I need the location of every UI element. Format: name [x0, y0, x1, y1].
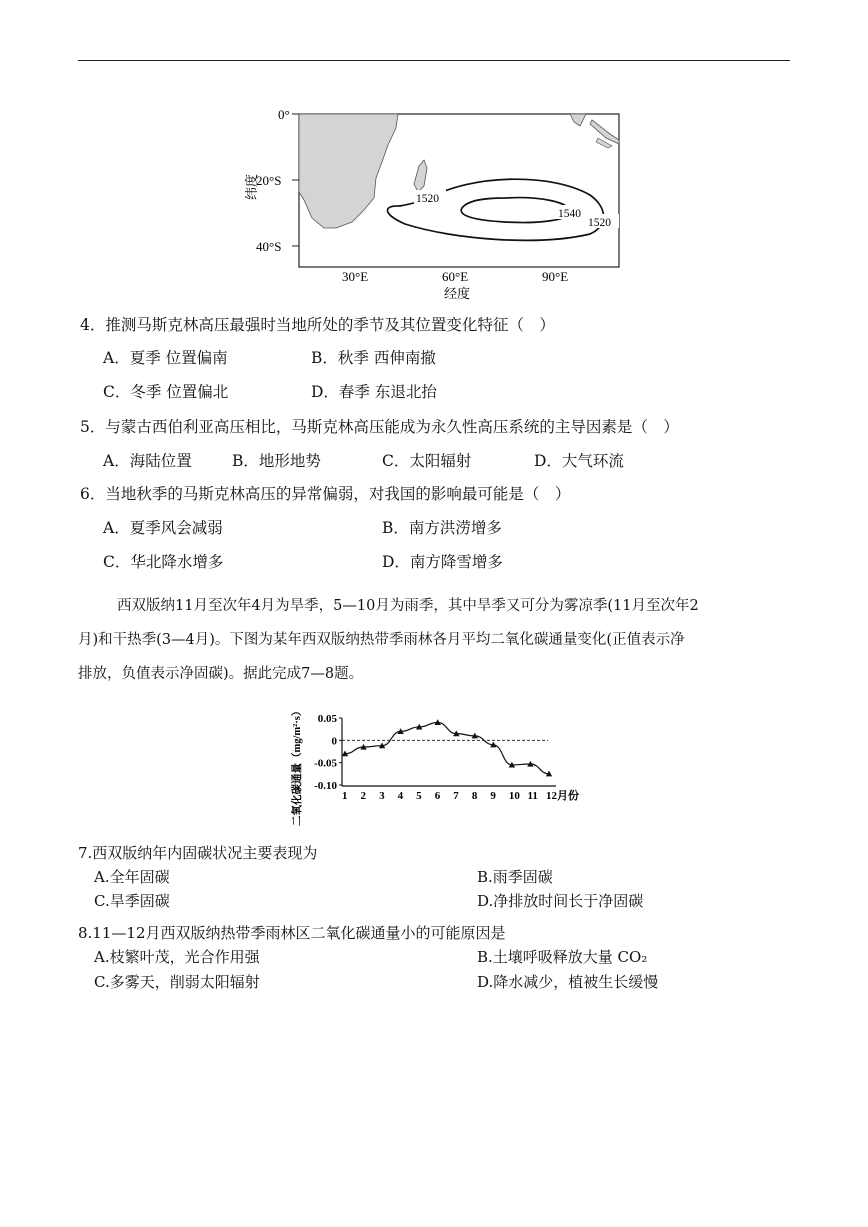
x-tick-label: 8	[471, 790, 478, 802]
x-tick-label: 3	[379, 790, 385, 802]
y-tick-label: -0.05	[314, 757, 337, 770]
x-tick-label: 11	[527, 790, 538, 802]
isobar-label-1520-left: 1520	[416, 193, 439, 205]
lat-tick-40s: 40°S	[256, 239, 282, 254]
q8-option-a[interactable]: A.枝繁叶茂，光合作用强	[94, 948, 260, 966]
q8-option-c[interactable]: C.多雾天，削弱太阳辐射	[94, 973, 260, 991]
lat-tick-0: 0°	[278, 107, 290, 122]
x-tick-label: 12月份	[546, 790, 579, 802]
co2-flux-chart	[286, 688, 586, 833]
x-tick-label: 1	[342, 790, 348, 802]
q5-option-a[interactable]: A．海陆位置	[103, 452, 192, 470]
q5-option-d[interactable]: D．大气环流	[534, 452, 624, 470]
q8-stem: 8.11—12月西双版纳热带季雨林区二氧化碳通量小的可能原因是	[78, 924, 506, 942]
q8-option-d[interactable]: D.降水减少，植被生长缓慢	[477, 973, 659, 991]
lon-tick-90e: 90°E	[542, 269, 569, 284]
q5-stem: 5．与蒙古西伯利亚高压相比，马斯克林高压能成为永久性高压系统的主导因素是（ ）	[80, 418, 679, 436]
map-x-axis-label: 经度	[444, 286, 471, 301]
q7-option-a[interactable]: A.全年固碳	[94, 868, 170, 886]
x-tick-label: 5	[416, 790, 422, 802]
x-tick-label: 2	[360, 790, 367, 802]
q6-option-c[interactable]: C．华北降水增多	[103, 553, 224, 571]
pressure-map	[240, 100, 640, 305]
lat-tick-20s: 20°S	[256, 173, 282, 188]
q7-option-b[interactable]: B.雨季固碳	[477, 868, 553, 886]
q7-option-c[interactable]: C.旱季固碳	[94, 892, 170, 910]
co2-series-line	[345, 722, 549, 773]
q4-option-c[interactable]: C．冬季 位置偏北	[103, 383, 229, 401]
y-tick-label: 0	[331, 735, 337, 748]
x-tick-label: 6	[434, 790, 441, 802]
y-tick-label: -0.10	[314, 780, 337, 792]
q4-option-d[interactable]: D．春季 东退北抬	[311, 383, 437, 401]
passage-line-2: 月)和干热季(3—4月)。下图为某年西双版纳热带季雨林各月平均二氧化碳通量变化(正值表示净	[78, 632, 685, 648]
q6-option-b[interactable]: B．南方洪涝增多	[382, 519, 502, 537]
chart-y-axis-label: 二氧化碳通量（mg/m²·s）	[292, 705, 303, 826]
q7-stem: 7.西双版纳年内固碳状况主要表现为	[78, 844, 318, 862]
isobar-label-1520-right: 1520	[588, 217, 611, 229]
top-rule	[78, 60, 790, 61]
q4-option-a[interactable]: A．夏季 位置偏南	[103, 349, 228, 367]
lon-tick-60e: 60°E	[442, 269, 469, 284]
isobar-label-1540: 1540	[558, 208, 581, 220]
passage-line-1: 西双版纳11月至次年4月为旱季，5—10月为雨季，其中旱季又可分为雾凉季(11月至次年2	[117, 598, 699, 614]
passage-line-3: 排放，负值表示净固碳)。据此完成7—8题。	[78, 666, 364, 682]
q5-option-b[interactable]: B．地形地势	[232, 452, 321, 470]
q4-stem: 4．推测马斯克林高压最强时当地所处的季节及其位置变化特征（ ）	[80, 316, 555, 334]
y-tick-label: 0.05	[317, 713, 337, 725]
q6-option-a[interactable]: A．夏季风会减弱	[103, 519, 223, 537]
x-tick-label: 10	[508, 790, 520, 802]
q6-stem: 6．当地秋季的马斯克林高压的异常偏弱，对我国的影响最可能是（ ）	[80, 485, 571, 503]
q6-option-d[interactable]: D．南方降雪增多	[382, 553, 503, 571]
q8-option-b[interactable]: B.土壤呼吸释放大量 CO₂	[477, 948, 648, 966]
q7-option-d[interactable]: D.净排放时间长于净固碳	[477, 892, 644, 910]
map-y-axis-label: 纬度	[244, 173, 259, 200]
q5-option-c[interactable]: C．太阳辐射	[382, 452, 472, 470]
x-tick-label: 9	[490, 790, 496, 802]
x-tick-label: 7	[453, 790, 459, 802]
lon-tick-30e: 30°E	[342, 269, 369, 284]
x-tick-label: 4	[397, 790, 404, 802]
q4-option-b[interactable]: B．秋季 西伸南撤	[311, 349, 436, 367]
